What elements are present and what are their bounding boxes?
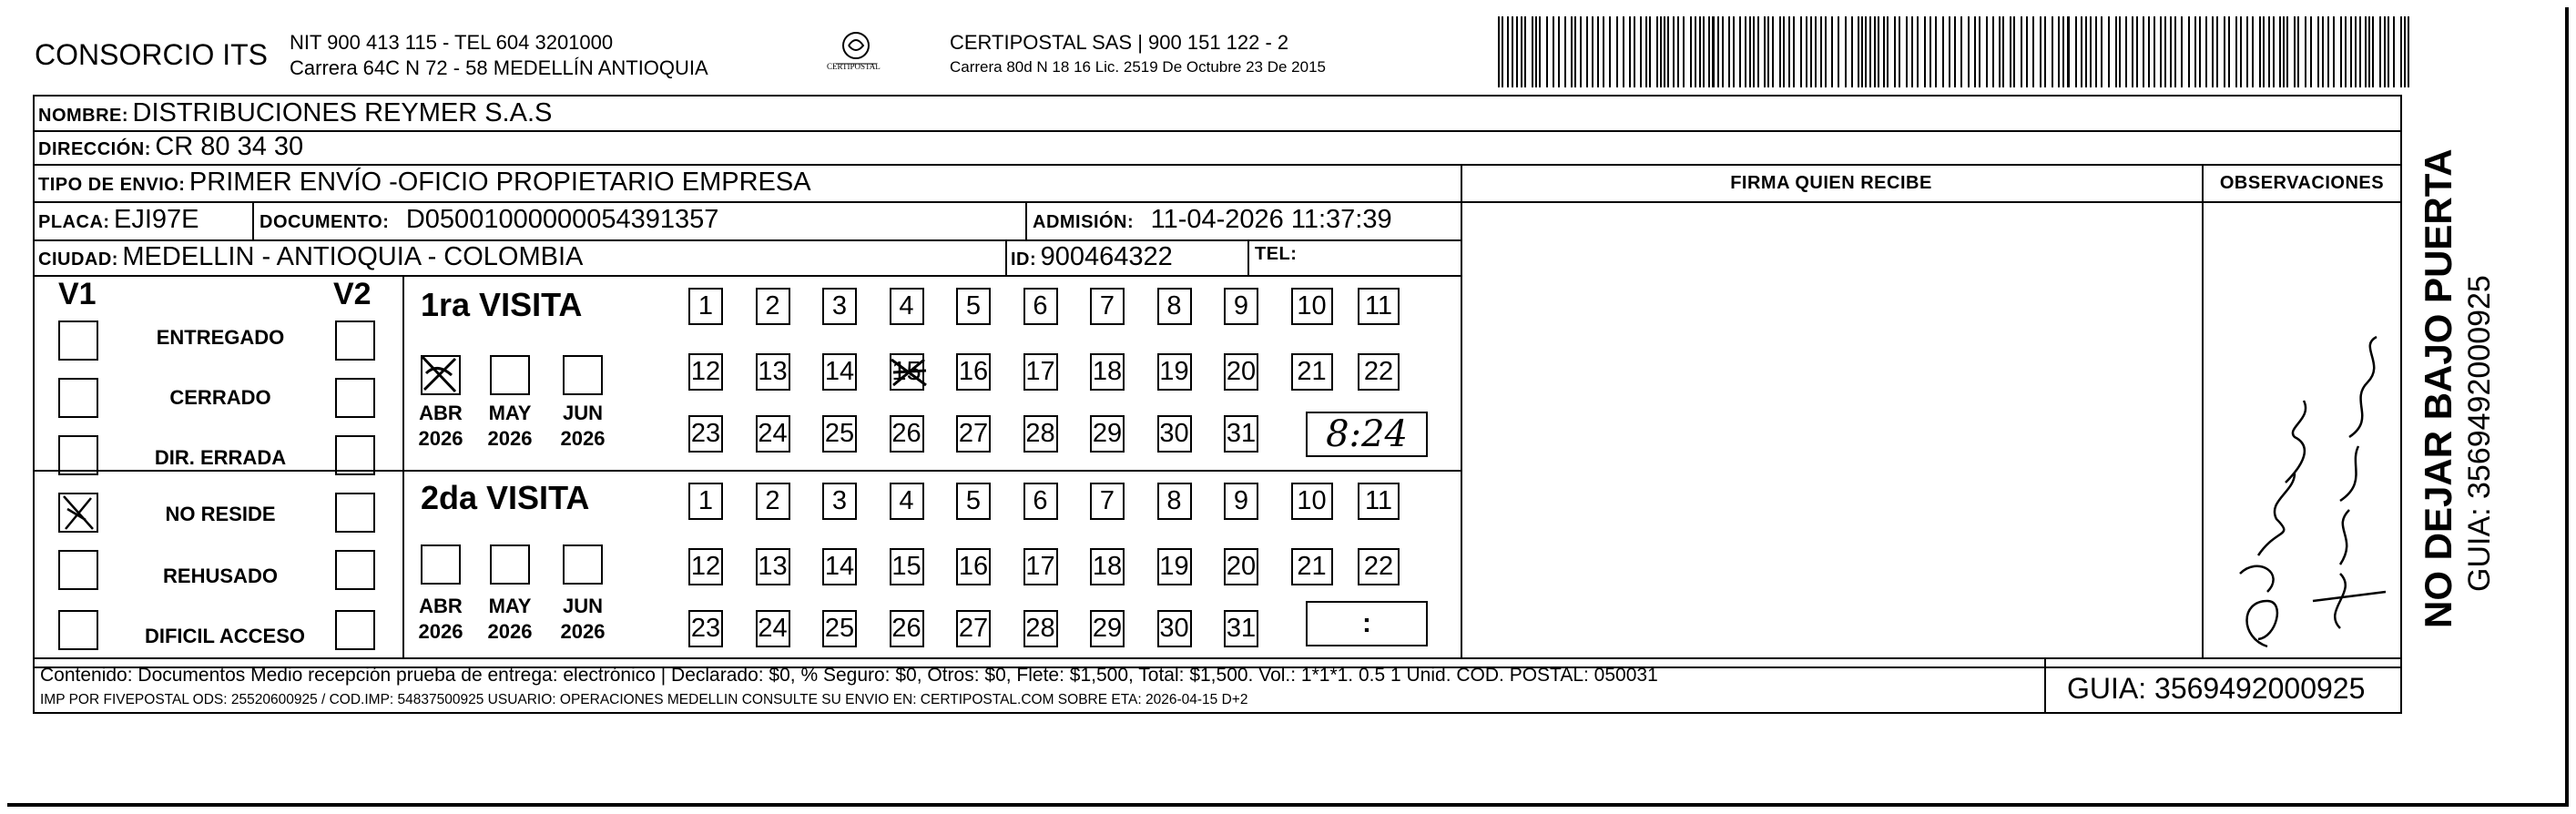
documento-value: D05001000000054391357 [405, 205, 719, 234]
nombre-label: NOMBRE: [38, 106, 129, 126]
second-visit-time-box[interactable] [1306, 601, 1428, 646]
admision-label: ADMISIÓN: [1033, 212, 1135, 232]
second-visit-day-26[interactable]: 26 [890, 610, 924, 647]
first-visit-day-22[interactable]: 22 [1358, 353, 1400, 391]
first-visit-day-11[interactable]: 11 [1358, 288, 1400, 325]
first-visit-day-15[interactable]: 15 [890, 353, 924, 391]
v2-dir-errada-checkbox[interactable] [335, 435, 375, 475]
second-visit-month-may [481, 594, 539, 645]
first-visit-day-2[interactable]: 2 [756, 288, 790, 325]
first-visit-may-checkbox[interactable] [490, 355, 530, 395]
carrier-address: Carrera 80d N 18 16 Lic. 2519 De Octubre 23 De 2015 [950, 58, 1326, 76]
second-visit-day-14[interactable]: 14 [822, 548, 857, 585]
ciudad-value: MEDELLIN - ANTIOQUIA - COLOMBIA [122, 242, 584, 271]
first-visit-day-8[interactable]: 8 [1157, 288, 1192, 325]
month-label: JUN [562, 402, 603, 424]
tel-cell [1255, 244, 1297, 265]
observaciones-header: OBSERVACIONES [2219, 173, 2385, 193]
first-visit-day-6[interactable]: 6 [1023, 288, 1058, 325]
first-visit-day-21[interactable]: 21 [1291, 353, 1333, 391]
second-visit-month-jun [554, 594, 612, 645]
second-visit-title: 2da VISITA [421, 479, 590, 516]
v1-label: V1 [58, 277, 97, 311]
tipo-envio-row [38, 168, 811, 198]
v2-cerrado-checkbox[interactable] [335, 378, 375, 418]
placa-cell [38, 205, 199, 235]
ciudad-cell [38, 242, 583, 272]
v1-no-reside-checkbox[interactable] [58, 493, 98, 533]
v2-label: V2 [333, 277, 372, 311]
second-visit-day-19[interactable]: 19 [1157, 548, 1192, 585]
status-entregado: ENTREGADO [156, 326, 285, 349]
second-visit-day-20[interactable]: 20 [1224, 548, 1258, 585]
first-visit-day-29[interactable]: 29 [1090, 415, 1125, 453]
second-visit-time: : [1362, 608, 1371, 638]
first-visit-day-7[interactable]: 7 [1090, 288, 1125, 325]
v2-entregado-checkbox[interactable] [335, 321, 375, 361]
placa-label: PLACA: [38, 212, 110, 232]
first-visit-day-23[interactable]: 23 [688, 415, 723, 453]
second-visit-day-31[interactable]: 31 [1224, 610, 1258, 647]
first-visit-day-18[interactable]: 18 [1090, 353, 1125, 391]
month-label: MAY [488, 402, 532, 424]
second-visit-day-30[interactable]: 30 [1157, 610, 1192, 647]
second-visit-day-9[interactable]: 9 [1224, 483, 1258, 520]
first-visit-month-jun [554, 401, 612, 452]
first-visit-day-31[interactable]: 31 [1224, 415, 1258, 453]
first-visit-month-may [481, 401, 539, 452]
first-visit-day-3[interactable]: 3 [822, 288, 857, 325]
status-no-reside: NO RESIDE [165, 503, 276, 525]
first-visit-day-14[interactable]: 14 [822, 353, 857, 391]
status-rehusado: REHUSADO [163, 565, 278, 587]
strike-mark-icon [890, 356, 930, 389]
v1-rehusado-checkbox[interactable] [58, 550, 98, 590]
second-visit-day-1[interactable]: 1 [688, 483, 723, 520]
second-visit-day-13[interactable]: 13 [756, 548, 790, 585]
year-label: 2026 [560, 620, 606, 643]
carrier-logo-text: CERTIPOSTAL [827, 62, 881, 71]
admision-cell [1033, 205, 1392, 235]
first-visit-abr-checkbox[interactable] [421, 355, 461, 395]
year-label: 2026 [418, 427, 463, 450]
side-no-dejar: NO DEJAR BAJO PUERTA [2417, 148, 2459, 628]
carrier-name: CERTIPOSTAL SAS | 900 151 122 - 2 [950, 31, 1289, 54]
second-visit-day-10[interactable]: 10 [1291, 483, 1333, 520]
first-visit-title: 1ra VISITA [421, 286, 583, 323]
v2-dificil-acceso-checkbox[interactable] [335, 610, 375, 650]
footer-contents: Contenido: Documentos Medio recepción prueba de entrega: electrónico | Declarado: $0, % Seguro: $0, Otros: $0, Flete: $1,500, Total: $1,500. Vol.: 1*1*1. 0.5 1 Unid. COD. POSTAL: 050031 [40, 665, 1658, 686]
second-visit-day-7[interactable]: 7 [1090, 483, 1125, 520]
first-visit-time: 8:24 [1326, 413, 1408, 455]
first-visit-day-1[interactable]: 1 [688, 288, 723, 325]
second-visit-day-11[interactable]: 11 [1358, 483, 1400, 520]
second-visit-day-27[interactable]: 27 [956, 610, 991, 647]
barcode [1498, 16, 2418, 87]
second-visit-day-28[interactable]: 28 [1023, 610, 1058, 647]
v2-no-reside-checkbox[interactable] [335, 493, 375, 533]
side-guia: GUIA: 3569492000925 [2462, 275, 2497, 592]
nombre-row [38, 98, 552, 128]
month-label: MAY [488, 595, 532, 617]
second-visit-day-18[interactable]: 18 [1090, 548, 1125, 585]
second-visit-day-24[interactable]: 24 [756, 610, 790, 647]
second-visit-day-5[interactable]: 5 [956, 483, 991, 520]
year-label: 2026 [487, 620, 533, 643]
first-visit-day-26[interactable]: 26 [890, 415, 924, 453]
id-value: 900464322 [1040, 242, 1173, 271]
first-visit-day-12[interactable]: 12 [688, 353, 723, 391]
company-nit: NIT 900 413 115 - TEL 604 3201000 [290, 31, 614, 54]
v1-cerrado-checkbox[interactable] [58, 378, 98, 418]
second-visit-day-21[interactable]: 21 [1291, 548, 1333, 585]
ciudad-label: CIUDAD: [38, 249, 118, 270]
check-mark-icon [58, 493, 98, 533]
company-name: CONSORCIO ITS [35, 38, 269, 71]
year-label: 2026 [487, 427, 533, 450]
second-visit-day-22[interactable]: 22 [1358, 548, 1400, 585]
carrier-logo [829, 27, 883, 82]
first-visit-day-24[interactable]: 24 [756, 415, 790, 453]
second-visit-day-3[interactable]: 3 [822, 483, 857, 520]
carrier-logo-icon [829, 27, 883, 82]
company-address: Carrera 64C N 72 - 58 MEDELLÍN ANTIOQUIA [290, 56, 708, 79]
first-visit-day-28[interactable]: 28 [1023, 415, 1058, 453]
second-visit-day-23[interactable]: 23 [688, 610, 723, 647]
first-visit-jun-checkbox[interactable] [563, 355, 603, 395]
second-visit-day-25[interactable]: 25 [822, 610, 857, 647]
id-label: ID: [1011, 249, 1037, 270]
first-visit-day-19[interactable]: 19 [1157, 353, 1192, 391]
v2-rehusado-checkbox[interactable] [335, 550, 375, 590]
first-visit-day-9[interactable]: 9 [1224, 288, 1258, 325]
second-visit-day-12[interactable]: 12 [688, 548, 723, 585]
placa-value: EJI97E [114, 205, 199, 234]
first-visit-day-4[interactable]: 4 [890, 288, 924, 325]
second-visit-day-15[interactable]: 15 [890, 548, 924, 585]
first-visit-day-20[interactable]: 20 [1224, 353, 1258, 391]
second-visit-abr-checkbox[interactable] [421, 544, 461, 585]
first-visit-time-box[interactable] [1306, 412, 1428, 457]
second-visit-day-2[interactable]: 2 [756, 483, 790, 520]
v1-dificil-acceso-checkbox[interactable] [58, 610, 98, 650]
id-cell [1011, 242, 1173, 272]
documento-cell [260, 205, 718, 235]
second-visit-day-8[interactable]: 8 [1157, 483, 1192, 520]
second-visit-month-abr [412, 594, 470, 645]
month-label: JUN [562, 595, 603, 617]
first-visit-day-30[interactable]: 30 [1157, 415, 1192, 453]
first-visit-day-5[interactable]: 5 [956, 288, 991, 325]
first-visit-month-abr [412, 401, 470, 452]
direccion-row [38, 132, 303, 162]
v1-entregado-checkbox[interactable] [58, 321, 98, 361]
footer-guia: GUIA: 3569492000925 [2067, 672, 2366, 705]
first-visit-day-17[interactable]: 17 [1023, 353, 1058, 391]
direccion-value: CR 80 34 30 [155, 132, 304, 161]
tipo-envio-label: TIPO DE ENVIO: [38, 175, 186, 195]
status-cerrado: CERRADO [169, 386, 271, 409]
v1-dir-errada-checkbox[interactable] [58, 435, 98, 475]
direccion-label: DIRECCIÓN: [38, 139, 151, 159]
nombre-value: DISTRIBUCIONES REYMER S.A.S [132, 98, 553, 127]
status-dir-errada: DIR. ERRADA [154, 446, 287, 469]
tipo-envio-value: PRIMER ENVÍO -OFICIO PROPIETARIO EMPRESA [188, 168, 811, 197]
month-label: ABR [419, 402, 463, 424]
first-visit-day-13[interactable]: 13 [756, 353, 790, 391]
second-visit-day-6[interactable]: 6 [1023, 483, 1058, 520]
month-label: ABR [419, 595, 463, 617]
year-label: 2026 [418, 620, 463, 643]
tel-label: TEL: [1255, 244, 1298, 264]
check-mark-icon [419, 353, 461, 395]
second-visit-day-17[interactable]: 17 [1023, 548, 1058, 585]
second-visit-day-4[interactable]: 4 [890, 483, 924, 520]
status-dificil-acceso: DIFICIL ACCESO [144, 625, 305, 647]
second-visit-day-29[interactable]: 29 [1090, 610, 1125, 647]
second-visit-may-checkbox[interactable] [490, 544, 530, 585]
first-visit-day-27[interactable]: 27 [956, 415, 991, 453]
footer-print-info: IMP POR FIVEPOSTAL ODS: 25520600925 / COD.IMP: 54837500925 USUARIO: OPERACIONES MEDELLIN CONSULTE SU ENVIO EN: CERTIPOSTAL.COM SOBRE ETA: 2026-04-15 D+2 [40, 692, 1248, 707]
firma-header: FIRMA QUIEN RECIBE [1730, 173, 1932, 193]
first-visit-day-10[interactable]: 10 [1291, 288, 1333, 325]
admision-value: 11-04-2026 11:37:39 [1150, 205, 1392, 234]
year-label: 2026 [560, 427, 606, 450]
first-visit-day-25[interactable]: 25 [822, 415, 857, 453]
second-visit-jun-checkbox[interactable] [563, 544, 603, 585]
second-visit-day-16[interactable]: 16 [956, 548, 991, 585]
handwritten-signature [2204, 300, 2400, 656]
first-visit-day-16[interactable]: 16 [956, 353, 991, 391]
documento-label: DOCUMENTO: [260, 212, 390, 232]
